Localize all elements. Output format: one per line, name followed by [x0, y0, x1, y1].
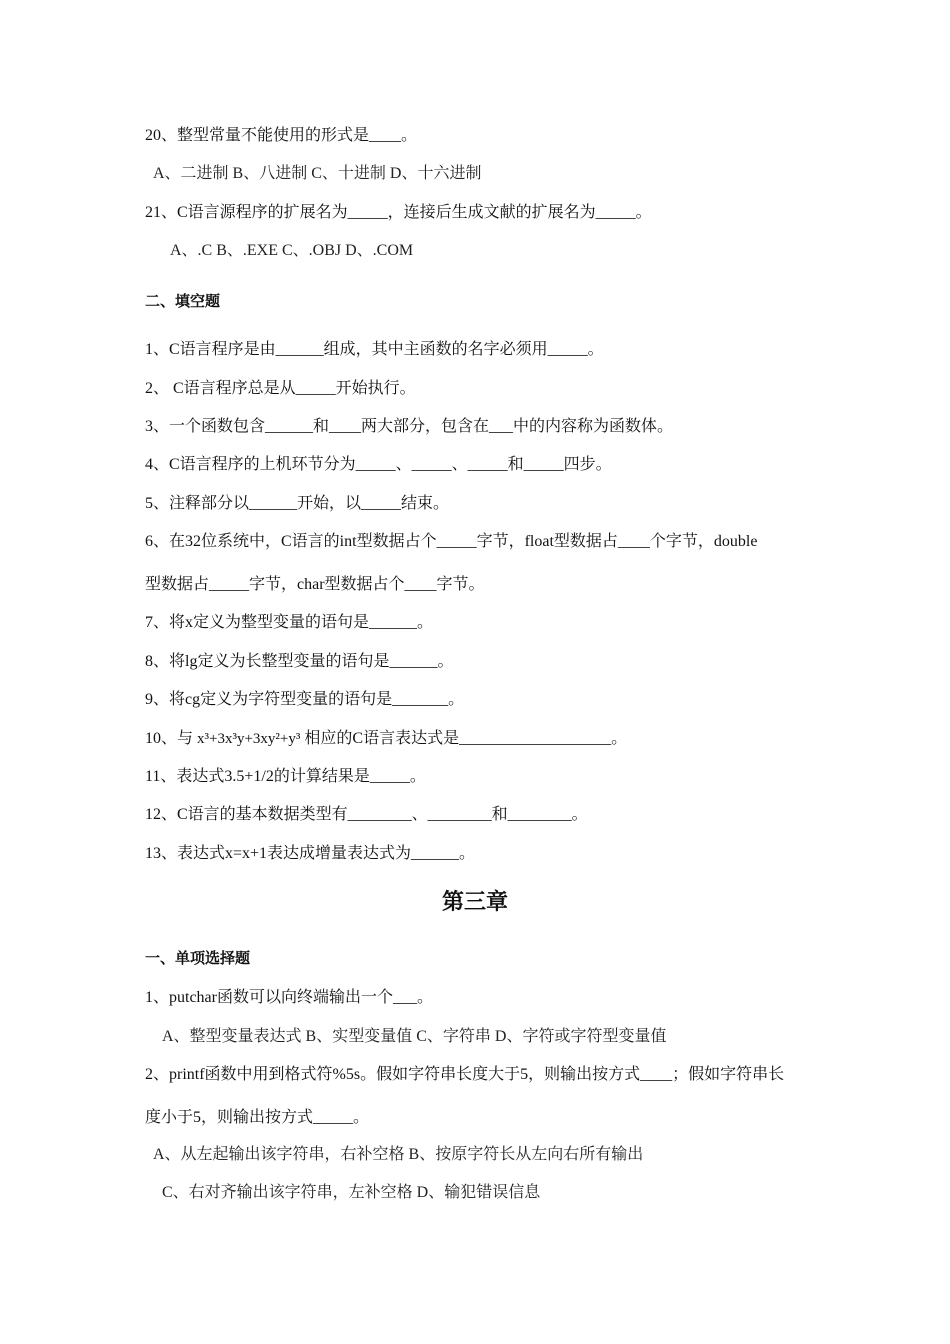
- fill-question-10-suffix: 相应的C语言表达式是___________________。: [304, 730, 628, 747]
- fill-question-6-line2: 型数据占_____字节，char型数据占个____字节。: [145, 576, 485, 593]
- choice-question-1-options: A、整型变量表达式 B、实型变量值 C、字符串 D、字符或字符型变量值: [162, 1028, 667, 1045]
- fill-question-2: 2、 C语言程序总是从_____开始执行。: [145, 380, 416, 397]
- question-20: 20、整型常量不能使用的形式是____。: [145, 127, 418, 144]
- section-heading-single-choice: 一、单项选择题: [145, 949, 251, 967]
- fill-question-7: 7、将x定义为整型变量的语句是______。: [145, 614, 434, 631]
- fill-question-4: 4、C语言程序的上机环节分为_____、_____、_____和_____四步。: [145, 456, 612, 473]
- section-heading-fill-blank: 二、填空题: [145, 292, 221, 310]
- question-21: 21、C语言源程序的扩展名为_____，连接后生成文献的扩展名为_____。: [145, 204, 652, 221]
- choice-question-1: 1、putchar函数可以向终端输出一个___。: [145, 989, 433, 1006]
- fill-question-12: 12、C语言的基本数据类型有________、________和________。: [145, 806, 588, 823]
- fill-question-10-prefix: 10、与: [145, 730, 194, 747]
- fill-question-1: 1、C语言程序是由______组成，其中主函数的名字必须用_____。: [145, 341, 604, 358]
- fill-question-9: 9、将cg定义为字符型变量的语句是_______。: [145, 691, 465, 708]
- fill-question-5: 5、注释部分以______开始，以_____结束。: [145, 495, 450, 512]
- choice-question-2-options-cd: C、右对齐输出该字符串，左补空格 D、输犯错误信息: [162, 1184, 541, 1201]
- chapter-title: 第三章: [441, 890, 508, 915]
- question-20-options: A、二进制 B、八进制 C、十进制 D、十六进制: [153, 165, 482, 182]
- fill-question-8: 8、将lg定义为长整型变量的语句是______。: [145, 653, 454, 670]
- fill-question-11: 11、表达式3.5+1/2的计算结果是_____。: [145, 768, 426, 785]
- choice-question-2-line2: 度小于5，则输出按方式_____。: [145, 1109, 370, 1126]
- choice-question-2-line1: 2、printf函数中用到格式符%5s。假如字符串长度大于5，则输出按方式____；假如字符串长: [145, 1066, 785, 1083]
- question-21-options: A、.C B、.EXE C、.OBJ D、.COM: [170, 242, 414, 259]
- fill-question-6-line1: 6、在32位系统中，C语言的int型数据占个_____字节，float型数据占____个字节，double: [145, 533, 758, 550]
- fill-question-10: [145, 729, 820, 749]
- choice-question-2-options-ab: A、从左起输出该字符串，右补空格 B、按原字符长从左向右所有输出: [153, 1146, 644, 1163]
- fill-question-13: 13、表达式x=x+1表达成增量表达式为______。: [145, 845, 476, 862]
- fill-question-10-expression: x³+3x³y+3xy²+y³: [197, 731, 301, 747]
- fill-question-3: 3、一个函数包含______和____两大部分，包含在___中的内容称为函数体。: [145, 418, 674, 435]
